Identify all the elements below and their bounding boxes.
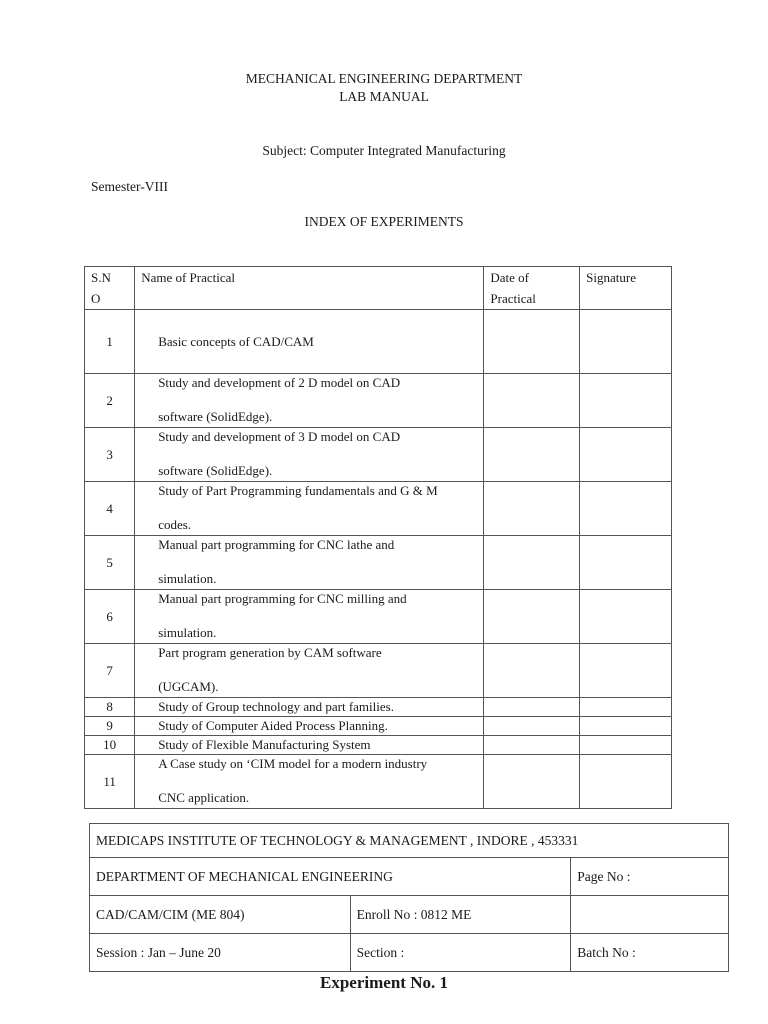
enroll-cell: Enroll No : 0812 ME <box>350 896 571 934</box>
row-signature-cell <box>580 755 672 809</box>
row-practical-name: Study of Computer Aided Process Planning. <box>135 717 484 736</box>
session-cell: Session : Jan – June 20 <box>90 934 351 972</box>
row-signature-cell <box>580 428 672 482</box>
row-date-cell <box>484 428 580 482</box>
row-practical-name-line1: Manual part programming for CNC milling and <box>158 591 407 606</box>
row-sno: 7 <box>85 644 135 698</box>
row-signature-cell <box>580 717 672 736</box>
row-date-cell <box>484 755 580 809</box>
row-date-cell <box>484 310 580 374</box>
manual-heading: LAB MANUAL <box>339 89 429 104</box>
row-sno: 10 <box>85 736 135 755</box>
page-no-cell: Page No : <box>571 858 729 896</box>
header-date-line2: Practical <box>490 291 536 306</box>
row-date-cell <box>484 590 580 644</box>
table-row <box>85 374 672 428</box>
row-practical-name-line2: software (SolidEdge). <box>158 409 273 424</box>
table-row <box>85 644 672 698</box>
row-practical-name-line2: CNC application. <box>158 790 250 805</box>
row-date-cell <box>484 736 580 755</box>
row-practical-name: Study of Group technology and part families. <box>135 698 484 717</box>
index-title: INDEX OF EXPERIMENTS <box>304 214 464 229</box>
row-practical-name-line1: Study and development of 3 D model on CAD <box>158 429 401 444</box>
table-row <box>85 755 672 809</box>
row-practical-name <box>135 644 484 698</box>
subject-line: Subject: Computer Integrated Manufacturing <box>262 143 506 158</box>
row-practical-name <box>135 374 484 428</box>
row-sno: 9 <box>85 717 135 736</box>
batch-cell: Batch No : <box>571 934 729 972</box>
row-sno: 11 <box>85 755 135 809</box>
table-row <box>85 590 672 644</box>
section-cell: Section : <box>350 934 571 972</box>
row-date-cell <box>484 717 580 736</box>
row-sno: 5 <box>85 536 135 590</box>
row-date-cell <box>484 536 580 590</box>
header-signature: Signature <box>580 267 672 310</box>
row-practical-name-line1: Study of Part Programming fundamentals and G & M <box>158 483 438 498</box>
row-practical-name-line2: software (SolidEdge). <box>158 463 273 478</box>
row-signature-cell <box>580 536 672 590</box>
experiment-title: Experiment No. 1 <box>320 973 448 992</box>
course-cell: CAD/CAM/CIM (ME 804) <box>90 896 351 934</box>
table-row <box>85 482 672 536</box>
header-name: Name of Practical <box>135 267 484 310</box>
row-sno: 2 <box>85 374 135 428</box>
department-heading: MECHANICAL ENGINEERING DEPARTMENT <box>245 71 523 86</box>
row-signature-cell <box>580 374 672 428</box>
table-row <box>85 717 672 736</box>
row-practical-name: Study of Flexible Manufacturing System <box>135 736 484 755</box>
row-date-cell <box>484 374 580 428</box>
row-sno: 4 <box>85 482 135 536</box>
row-practical-name-line1: A Case study on ‘CIM model for a modern industry <box>158 756 428 771</box>
row-date-cell <box>484 482 580 536</box>
header-sno-line1: S.N <box>91 270 111 285</box>
row-sno: 6 <box>85 590 135 644</box>
row-sno: 3 <box>85 428 135 482</box>
table-row <box>85 698 672 717</box>
row-practical-name-line2: codes. <box>158 517 192 532</box>
row-practical-name-line1: Study and development of 2 D model on CAD <box>158 375 401 390</box>
table-row <box>85 310 672 374</box>
row-date-cell <box>484 644 580 698</box>
table-row <box>85 736 672 755</box>
row-practical-name-line2: simulation. <box>158 625 217 640</box>
header-sno-line2: O <box>91 291 101 306</box>
row-signature-cell <box>580 736 672 755</box>
semester-line: Semester-VIII <box>91 179 168 194</box>
row-sno: 1 <box>85 310 135 374</box>
row-signature-cell <box>580 590 672 644</box>
row-practical-name <box>135 755 484 809</box>
header-date <box>484 267 580 310</box>
row-practical-name-line1: Part program generation by CAM software <box>158 645 382 660</box>
blank-cell <box>571 896 729 934</box>
footer-table <box>89 823 729 972</box>
row-practical-name <box>135 482 484 536</box>
header-sno <box>85 267 135 310</box>
row-practical-name-line2: (UGCAM). <box>158 679 219 694</box>
table-row <box>85 428 672 482</box>
row-practical-name <box>135 428 484 482</box>
institute-cell: MEDICAPS INSTITUTE OF TECHNOLOGY & MANAGEMENT , INDORE , 453331 <box>90 824 729 858</box>
row-date-cell <box>484 698 580 717</box>
index-table <box>84 266 672 809</box>
row-signature-cell <box>580 698 672 717</box>
row-practical-name-line1: Manual part programming for CNC lathe and <box>158 537 395 552</box>
row-practical-name <box>135 536 484 590</box>
row-practical-name <box>135 590 484 644</box>
row-signature-cell <box>580 644 672 698</box>
row-sno: 8 <box>85 698 135 717</box>
table-row <box>85 536 672 590</box>
row-practical-name: Basic concepts of CAD/CAM <box>135 310 484 374</box>
header-date-line1: Date of <box>490 270 530 285</box>
department-cell: DEPARTMENT OF MECHANICAL ENGINEERING <box>90 858 571 896</box>
index-table-header-row <box>85 267 672 310</box>
row-signature-cell <box>580 482 672 536</box>
row-signature-cell <box>580 310 672 374</box>
row-practical-name-line2: simulation. <box>158 571 217 586</box>
